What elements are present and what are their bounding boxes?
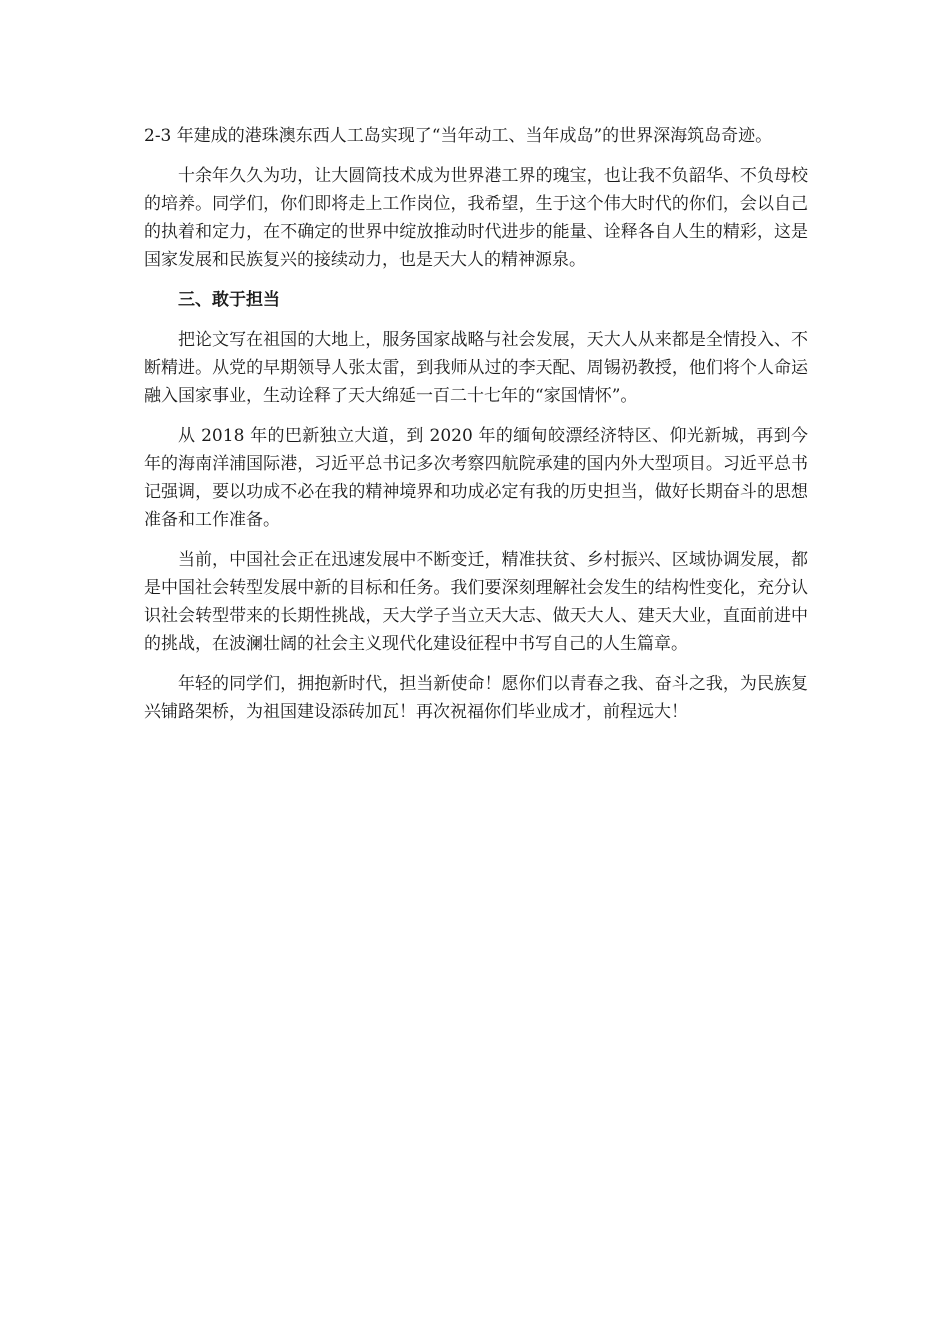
paragraph: 把论文写在祖国的大地上，服务国家战略与社会发展，天大人从来都是全情投入、不断精进。从党的早期领导人张太雷，到我师从过的李天配、周锡礽教授，他们将个人命运融入国家事业，生动诠释了天大绵延一百二十七年的“家国情怀”。 (144, 330, 808, 406)
paragraph-closing: 年轻的同学们，拥抱新时代，担当新使命！愿你们以青春之我、奋斗之我，为民族复兴铺路架桥，为祖国建设添砖加瓦！再次祝福你们毕业成才，前程远大！ (144, 674, 808, 722)
paragraph: 当前，中国社会正在迅速发展中不断变迁，精准扶贫、乡村振兴、区域协调发展，都是中国社会转型发展中新的目标和任务。我们要深刻理解社会发生的结构性变化，充分认识社会转型带来的长期性挑战，天大学子当立天大志、做天大人、建天大业，直面前进中的挑战，在波澜壮阔的社会主义现代化建设征程中书写自己的人生篇章。 (144, 550, 808, 654)
section-heading: 三、敢于担当 (178, 290, 280, 310)
paragraph-continuation: 2-3 年建成的港珠澳东西人工岛实现了“当年动工、当年成岛”的世界深海筑岛奇迹。 (144, 126, 773, 146)
document-body (144, 122, 808, 738)
paragraph: 十余年久久为功，让大圆筒技术成为世界港工界的瑰宝，也让我不负韶华、不负母校的培养。同学们，你们即将走上工作岗位，我希望，生于这个伟大时代的你们，会以自己的执着和定力，在不确定的世界中绽放推动时代进步的能量、诠释各自人生的精彩，这是国家发展和民族复兴的接续动力，也是天大人的精神源泉。 (144, 166, 808, 270)
paragraph: 从 2018 年的巴新独立大道，到 2020 年的缅甸皎漂经济特区、仰光新城，再到今年的海南洋浦国际港，习近平总书记多次考察四航院承建的国内外大型项目。习近平总书记强调，要以功成不必在我的精神境界和功成必定有我的历史担当，做好长期奋斗的思想准备和工作准备。 (144, 426, 808, 530)
